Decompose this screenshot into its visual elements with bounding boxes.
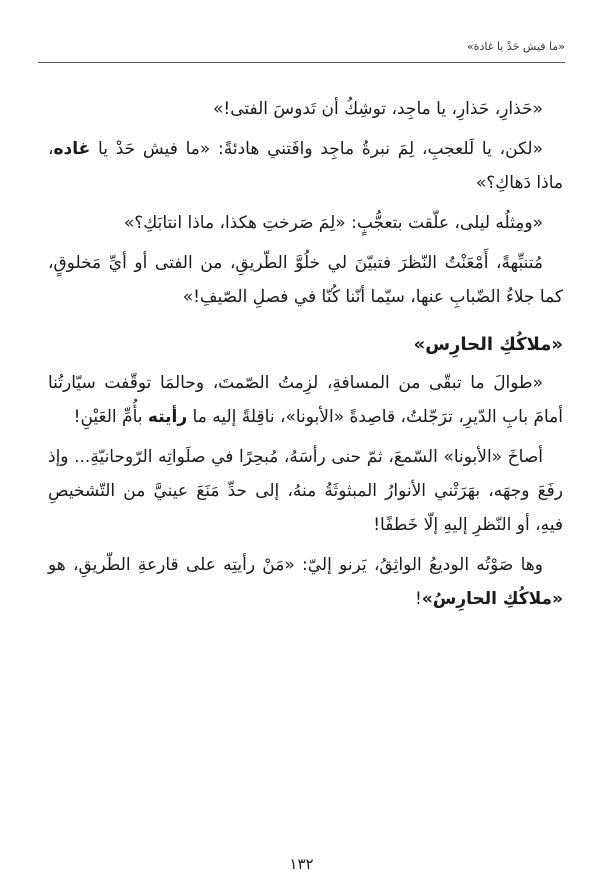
running-header: «ما فيش حَدْ يا غادة» bbox=[466, 40, 565, 53]
paragraph-4: مُتنبِّهةً، أَمْعَنْتُ النّظرَ فتبيّنَ لي خلُوَّ الطّريقِ، من الفتى أو أيِّ مَخلوقٍ، كما جلاءُ الضّبابِ عنها، سيّما أنّنا كُنّا في فصلِ الصّيفِ!» bbox=[48, 253, 563, 307]
page-body bbox=[48, 92, 563, 622]
header-rule bbox=[38, 62, 565, 63]
paragraph-5-bold: رأيته bbox=[147, 407, 188, 427]
paragraph-2-text: «لكن، يا لَلعجبِ، لِمَ نبرةُ ماجِد وافَتني هادئةً: «ما فيش حَدْ يا bbox=[98, 139, 543, 159]
paragraph-1: «حَذارِ، حَذارِ، يا ماجِد، توشِكُ أن تَدوسَ الفتى!» bbox=[213, 99, 543, 119]
paragraph-5-text: «طوالَ ما تبقّى من المسافةِ، لزِمتُ الصّمتَ، وحالمَا توقّفت سيّارتُنا أمامَ بابِ الدّيرِ، ترَجّلتُ، قاصِدةً «الأبونا»، ناقِلةً إليه ما bbox=[48, 373, 563, 427]
paragraph-2 bbox=[48, 132, 563, 200]
paragraph-5-tail: بأُمِّ العَيْنِ! bbox=[73, 407, 148, 427]
paragraph-7-tail: ! bbox=[415, 589, 422, 609]
section-heading: «ملاكُكِ الحارِس» bbox=[413, 334, 563, 355]
paragraph-7-bold: «ملاكُكِ الحارِسُ» bbox=[421, 589, 563, 609]
paragraph-5 bbox=[48, 366, 563, 434]
paragraph-7-text: وها صَوْتُه الوديعُ الواثِقُ، يَرنو إليّ: «مَنْ رأيتِه على قارعةِ الطّريقِ، هو bbox=[48, 555, 543, 575]
page-number: ١٣٢ bbox=[289, 855, 314, 873]
paragraph-2-bold: غاده bbox=[53, 139, 91, 159]
paragraph-6: أصاخَ «الأبونا» السّمعَ، ثمّ حنى رأسَهُ، مُبحِرًا في صلَواتِه الرّوحانيّةِ... وإذ رفَعَ وجهَه، بهَرَتْني الأنوارُ المبثوثَةُ منهُ، إلى حدِّ مَنَعَ عينيَّ من التّشخيصِ فيهِ، أو النّظرِ إليهِ إلّا خَطفًا! bbox=[48, 447, 563, 535]
paragraph-3: «ومِثلُه ليلى، علّقت بتعجُّبٍ: «لِمَ صَرختِ هكذا، ماذا انتابَكِ؟» bbox=[123, 213, 543, 233]
paragraph-7 bbox=[48, 548, 563, 616]
paragraph-2-tail: ، ماذا دَهاكِ؟» bbox=[48, 139, 563, 193]
